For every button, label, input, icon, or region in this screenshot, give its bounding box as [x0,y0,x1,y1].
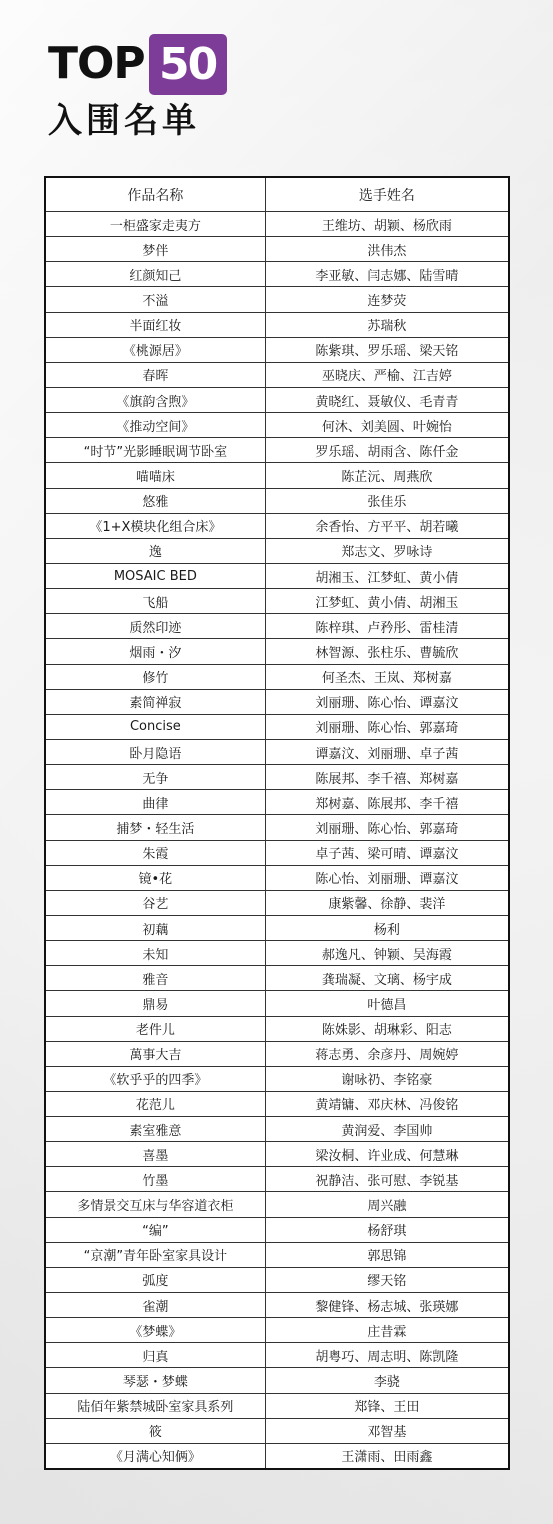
top-number-badge: 50 [149,34,227,95]
work-name-cell: 《软乎乎的四季》 [45,1066,265,1091]
contestant-names-cell: 杨利 [265,915,509,940]
table-row [45,438,509,463]
table-row [45,1418,509,1443]
table-row [45,1142,509,1167]
contestant-names-cell: 刘丽珊、陈心怡、郭嘉琦 [265,815,509,840]
contestant-names-cell: 邓智基 [265,1418,509,1443]
table-row [45,287,509,312]
contestant-names-cell: 何沐、刘美圆、叶婉怡 [265,413,509,438]
work-name-cell: Concise [45,714,265,739]
table-row [45,488,509,513]
table-row [45,991,509,1016]
contestant-names-cell: 胡湘玉、江梦虹、黄小倩 [265,563,509,588]
work-name-cell: 梦伴 [45,237,265,262]
contestant-names-cell: 缪天铭 [265,1267,509,1292]
table-row [45,941,509,966]
contestant-names-cell: 周兴融 [265,1192,509,1217]
table-row [45,1343,509,1368]
contestant-names-cell: 苏瑞秋 [265,312,509,337]
work-name-cell: 红颜知己 [45,262,265,287]
table-row [45,915,509,940]
contestant-names-cell: 罗乐瑶、胡雨含、陈仟金 [265,438,509,463]
work-name-cell: 鼎易 [45,991,265,1016]
work-name-cell: 未知 [45,941,265,966]
contestant-names-cell: 陈姝影、胡琳彩、阳志 [265,1016,509,1041]
table-row [45,463,509,488]
contestant-names-cell: 陈梓琪、卢矜彤、雷桂清 [265,614,509,639]
table-row [45,1091,509,1116]
table-row [45,966,509,991]
top-label: TOP [48,38,145,89]
work-name-cell: “时节”光影睡眠调节卧室 [45,438,265,463]
work-name-cell: 喜墨 [45,1142,265,1167]
work-name-cell: 《梦蝶》 [45,1318,265,1343]
work-name-cell: 春晖 [45,362,265,387]
work-name-cell: 修竹 [45,664,265,689]
table-row [45,739,509,764]
contestant-names-cell: 蒋志勇、余彦丹、周婉婷 [265,1041,509,1066]
table-row [45,312,509,337]
table-row [45,262,509,287]
work-name-cell: 逸 [45,538,265,563]
work-name-cell: 谷艺 [45,890,265,915]
contestant-names-cell: 郑志文、罗咏诗 [265,538,509,563]
table-row [45,237,509,262]
work-name-cell: 素简禅寂 [45,689,265,714]
contestant-names-cell: 刘丽珊、陈心怡、郭嘉琦 [265,714,509,739]
contestant-names-cell: 王维坊、胡颖、杨欣雨 [265,212,509,237]
work-name-cell: 竹墨 [45,1167,265,1192]
column-header-work-name: 作品名称 [45,177,265,212]
contestant-names-cell: 黄润爱、李国帅 [265,1117,509,1142]
contestant-names-cell: 庄昔霖 [265,1318,509,1343]
table-row [45,765,509,790]
contestant-names-cell: 李骁 [265,1368,509,1393]
contestant-names-cell: 祝静洁、张可慰、李锐基 [265,1167,509,1192]
contestant-names-cell: 洪伟杰 [265,237,509,262]
table-row [45,689,509,714]
work-name-cell: 归真 [45,1343,265,1368]
work-name-cell: 陆佰年紫禁城卧室家具系列 [45,1393,265,1418]
table-row [45,337,509,362]
contestant-names-cell: 梁汝桐、许业成、何慧琳 [265,1142,509,1167]
work-name-cell: 镜•花 [45,865,265,890]
page-subtitle: 入围名单 [48,101,200,141]
table-row [45,865,509,890]
work-name-cell: “编” [45,1217,265,1242]
work-name-cell: 捕梦・轻生活 [45,815,265,840]
table-row [45,1267,509,1292]
table-row [45,538,509,563]
table-row [45,413,509,438]
contestant-names-cell: 谭嘉汶、刘丽珊、卓子茜 [265,739,509,764]
contestant-names-cell: 陈展邦、李千禧、郑树嘉 [265,765,509,790]
table-row [45,387,509,412]
table-row [45,1242,509,1267]
work-name-cell: 《旗韵含煦》 [45,387,265,412]
work-name-cell: 《月满心知俩》 [45,1443,265,1469]
contestant-names-cell: 黄晓红、聂敏仪、毛青青 [265,387,509,412]
contestant-names-cell: 康紫馨、徐静、裴洋 [265,890,509,915]
contestant-names-cell: 郝逸凡、钟颖、吴海霞 [265,941,509,966]
contestant-names-cell: 王潇雨、田雨鑫 [265,1443,509,1469]
contestant-names-cell: 刘丽珊、陈心怡、谭嘉汶 [265,689,509,714]
contestant-names-cell: 杨舒琪 [265,1217,509,1242]
work-name-cell: 无争 [45,765,265,790]
contestant-names-cell: 陈紫琪、罗乐瑶、梁天铭 [265,337,509,362]
table-body [45,212,509,1470]
table-row [45,563,509,588]
table-row [45,664,509,689]
work-name-cell: 烟雨・汐 [45,639,265,664]
contestant-names-cell: 黎健锋、杨志城、张瑛娜 [265,1293,509,1318]
work-name-cell: “京潮”青年卧室家具设计 [45,1242,265,1267]
table-row [45,1117,509,1142]
table-row [45,1192,509,1217]
table-row [45,1318,509,1343]
table-row [45,840,509,865]
page-header [48,32,227,141]
contestant-names-cell: 黄靖镛、邓庆林、冯俊铭 [265,1091,509,1116]
work-name-cell: 多情景交互床与华容道衣柜 [45,1192,265,1217]
title-line [48,32,227,96]
work-name-cell: 雅音 [45,966,265,991]
work-name-cell: 老件儿 [45,1016,265,1041]
table-row [45,589,509,614]
work-name-cell: 萬事大吉 [45,1041,265,1066]
work-name-cell: 《推动空间》 [45,413,265,438]
contestant-names-cell: 郑树嘉、陈展邦、李千禧 [265,790,509,815]
work-name-cell: 卧月隐语 [45,739,265,764]
table-row [45,212,509,237]
table-row [45,1368,509,1393]
table-row [45,790,509,815]
finalist-table [44,176,510,1470]
work-name-cell: 不溢 [45,287,265,312]
contestant-names-cell: 张佳乐 [265,488,509,513]
table-row [45,1016,509,1041]
table-row [45,1293,509,1318]
contestant-names-cell: 陈心怡、刘丽珊、谭嘉汶 [265,865,509,890]
contestant-names-cell: 叶德昌 [265,991,509,1016]
work-name-cell: 飞船 [45,589,265,614]
table-row [45,890,509,915]
work-name-cell: 素室雅意 [45,1117,265,1142]
table-row [45,639,509,664]
contestant-names-cell: 龚瑞凝、文璃、杨宇成 [265,966,509,991]
contestant-names-cell: 谢咏礽、李铭豪 [265,1066,509,1091]
contestant-names-cell: 卓子茜、梁可晴、谭嘉汶 [265,840,509,865]
column-header-contestant-names: 选手姓名 [265,177,509,212]
work-name-cell: 雀潮 [45,1293,265,1318]
contestant-names-cell: 何圣杰、王岚、郑树嘉 [265,664,509,689]
contestant-names-cell: 李亚敏、闫志娜、陆雪晴 [265,262,509,287]
work-name-cell: 质然印迹 [45,614,265,639]
work-name-cell: 弧度 [45,1267,265,1292]
work-name-cell: 《1+X模块化组合床》 [45,513,265,538]
contestant-names-cell: 连梦荧 [265,287,509,312]
table-row [45,614,509,639]
table-row [45,513,509,538]
work-name-cell: 曲律 [45,790,265,815]
work-name-cell: 朱霞 [45,840,265,865]
table-row [45,815,509,840]
work-name-cell: 半面红妆 [45,312,265,337]
table-header-row [45,177,509,212]
table-row [45,1393,509,1418]
contestant-names-cell: 巫晓庆、严榆、江吉婷 [265,362,509,387]
table-row [45,1443,509,1469]
work-name-cell: 悠雅 [45,488,265,513]
contestant-names-cell: 郑锋、王田 [265,1393,509,1418]
work-name-cell: 喵喵床 [45,463,265,488]
contestant-names-cell: 郭思锦 [265,1242,509,1267]
contestant-names-cell: 林智源、张柱乐、曹毓欣 [265,639,509,664]
table-row [45,1217,509,1242]
table-row [45,1041,509,1066]
contestant-names-cell: 陈芷沅、周燕欣 [265,463,509,488]
table-row [45,1167,509,1192]
work-name-cell: 琴瑟・梦蝶 [45,1368,265,1393]
contestant-names-cell: 江梦虹、黄小倩、胡湘玉 [265,589,509,614]
table-row [45,714,509,739]
work-name-cell: 《桃源居》 [45,337,265,362]
table-row [45,362,509,387]
work-name-cell: 筱 [45,1418,265,1443]
work-name-cell: MOSAIC BED [45,563,265,588]
work-name-cell: 花范儿 [45,1091,265,1116]
work-name-cell: 初藕 [45,915,265,940]
work-name-cell: 一柜盛家走夷方 [45,212,265,237]
table-row [45,1066,509,1091]
contestant-names-cell: 余香怡、方平平、胡若曦 [265,513,509,538]
contestant-names-cell: 胡粤巧、周志明、陈凯隆 [265,1343,509,1368]
